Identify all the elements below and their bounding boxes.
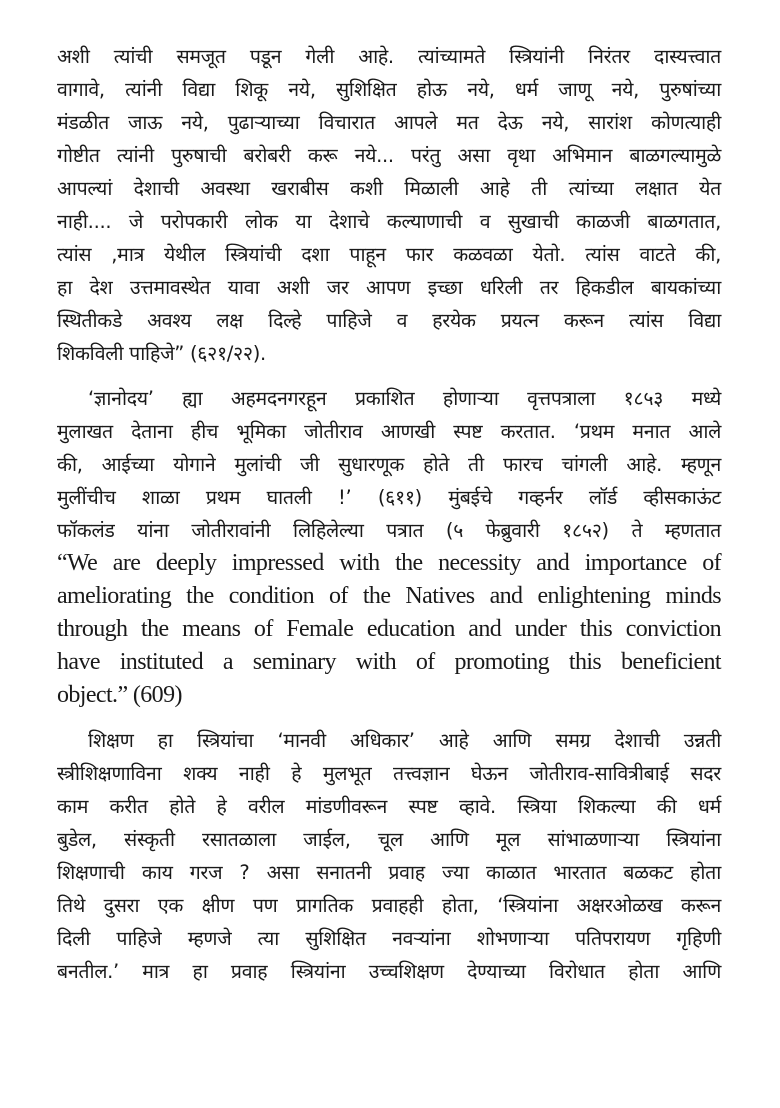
book-page (57, 40, 721, 988)
text-line: मुलाखत देताना हीच भूमिका जोतीराव आणखी स्पष्ट करतात. ‘प्रथम मनात आले (57, 420, 721, 443)
english-quote (57, 547, 721, 712)
text-line: शिकविली पाहिजे” (६२१/२२). (57, 342, 266, 365)
quote-line: object.” (609) (57, 682, 182, 708)
text-line: मंडळीत जाऊ नये, पुढाऱ्याच्या विचारात आपले मत देऊ नये, सारांश कोणत्याही (57, 111, 721, 134)
text-line: शिक्षणाची काय गरज ? असा सनातनी प्रवाह ज्या काळात भारतात बळकट होता (57, 861, 721, 884)
text-line: नाही.... जे परोपकारी लोक या देशाचे कल्याणाची व सुखाची काळजी बाळगतात, (57, 210, 721, 233)
paragraph-2 (57, 382, 721, 712)
quote-line: through the means of Female education and under this conviction (57, 616, 721, 642)
text-line: दिली पाहिजे म्हणजे त्या सुशिक्षित नवऱ्यांना शोभणाऱ्या पतिपरायण गृहिणी (57, 927, 721, 950)
paragraph-gap (57, 712, 721, 724)
text-line: त्यांस ,मात्र येथील स्त्रियांची दशा पाहून फार कळवळा येतो. त्यांस वाटते की, (57, 243, 721, 266)
text-line: आपल्यां देशाची अवस्था खराबीस कशी मिळाली आहे ती त्यांच्या लक्षात येत (57, 177, 721, 200)
text-line: बुडेल, संस्कृती रसातळाला जाईल, चूल आणि मूल सांभाळणाऱ्या स्त्रियांना (57, 828, 721, 851)
text-line: हा देश उत्तमावस्थेत यावा अशी जर आपण इच्छा धरिली तर हिकडील बायकांच्या (57, 276, 721, 299)
quote-line: ameliorating the condition of the Natives and enlightening minds (57, 583, 721, 609)
text-line: तिथे दुसरा एक क्षीण पण प्रागतिक प्रवाहही होता, ‘स्त्रियांना अक्षरओळख करून (57, 894, 721, 917)
text-line: मुलींचीच शाळा प्रथम घातली !’ (६११) मुंबईचे गव्हर्नर लॉर्ड व्हीसकाऊंट (57, 486, 721, 509)
paragraph-gap (57, 370, 721, 382)
text-line: अशी त्यांची समजूत पडून गेली आहे. त्यांच्यामते स्त्रियांनी निरंतर दास्यत्त्वात (57, 45, 721, 68)
paragraph-1 (57, 40, 721, 370)
text-line: गोष्टीत त्यांनी पुरुषाची बरोबरी करू नये... परंतु असा वृथा अभिमान बाळगल्यामुळे (57, 144, 721, 167)
text-line: वागावे, त्यांनी विद्या शिकू नये, सुशिक्षित होऊ नये, धर्म जाणू नये, पुरुषांच्या (57, 78, 721, 101)
text-line: बनतील.’ मात्र हा प्रवाह स्त्रियांना उच्चशिक्षण देण्याच्या विरोधात होता आणि (57, 960, 721, 983)
text-line: शिक्षण हा स्त्रियांचा ‘मानवी अधिकार’ आहे आणि समग्र देशाची उन्नती (88, 729, 721, 752)
quote-line: have instituted a seminary with of promoting this beneficient (57, 649, 721, 675)
paragraph-3 (57, 724, 721, 988)
text-line: स्त्रीशिक्षणाविना शक्य नाही हे मुलभूत तत्त्वज्ञान घेऊन जोतीराव-सावित्रीबाई सदर (57, 762, 721, 785)
text-line: की, आईच्या योगाने मुलांची जी सुधारणूक होते ती फारच चांगली आहे. म्हणून (57, 453, 721, 476)
text-line: फॉकलंड यांना जोतीरावांनी लिहिलेल्या पत्रात (५ फेब्रुवारी १८५२) ते म्हणतात (57, 519, 721, 542)
quote-line: “We are deeply impressed with the necessity and importance of (57, 550, 721, 576)
text-line: ‘ज्ञानोदय’ ह्या अहमदनगरहून प्रकाशित होणाऱ्या वृत्तपत्राला १८५३ मध्ये (88, 387, 721, 410)
text-line: स्थितीकडे अवश्य लक्ष दिल्हे पाहिजे व हरयेक प्रयत्न करून त्यांस विद्या (57, 309, 721, 332)
text-line: काम करीत होते हे वरील मांडणीवरून स्पष्ट व्हावे. स्त्रिया शिकल्या की धर्म (57, 795, 721, 818)
